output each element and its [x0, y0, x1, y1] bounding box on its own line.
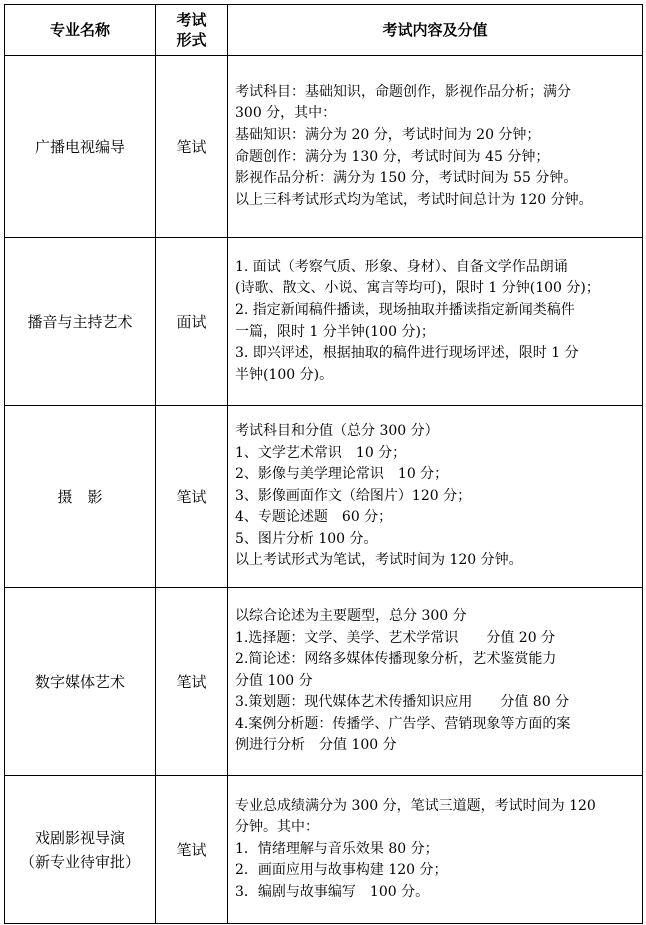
content-line: 半钟(100 分)。	[235, 366, 334, 383]
content-line: 分钟。其中：	[235, 819, 319, 836]
major-name: 摄 影	[57, 487, 103, 506]
content-line: 以上三科考试形式均为笔试，考试时间总计为 120 分钟。	[235, 191, 593, 208]
content-line: 一篇，限时 1 分半钟(100 分)；	[235, 323, 435, 340]
content-line: 2、影像与美学理论常识 10 分；	[235, 466, 449, 483]
content-line: 1.选择题：文学、美学、艺术学常识 分值 20 分	[235, 629, 556, 646]
header-content: 考试内容及分值	[228, 5, 643, 56]
major-name: 播音与主持艺术	[27, 312, 133, 331]
content-line: 4.案例分析题：传播学、广告学、营销现象等方面的案	[235, 715, 571, 732]
table-row	[5, 776, 643, 924]
table-row	[5, 238, 643, 406]
content-cell	[228, 56, 643, 238]
content-line: 1．情绪理解与音乐效果 80 分；	[235, 840, 439, 857]
content-line: 例进行分析 分值 100 分	[235, 737, 397, 754]
content-line: 2.简论述：网络多媒体传播现象分析，艺术鉴赏能力	[235, 651, 557, 668]
exam-table	[4, 4, 643, 924]
header-major: 专业名称	[5, 5, 156, 56]
content-line: 4、专题论述题 60 分；	[235, 509, 393, 526]
content-line: 3．编剧与故事编写 100 分。	[235, 883, 430, 900]
content-line: 3、影像画面作文（给图片）120 分；	[235, 487, 472, 504]
content-cell	[228, 238, 643, 406]
content-cell	[228, 588, 643, 776]
content-line: 300 分，其中：	[235, 105, 337, 122]
content-cell	[228, 776, 643, 924]
form-cell: 笔试	[156, 776, 228, 924]
major-cell	[5, 588, 156, 776]
major-cell	[5, 238, 156, 406]
content-line: 考试科目：基础知识，命题创作，影视作品分析；满分	[235, 83, 571, 100]
table-row	[5, 588, 643, 776]
content-line: 5、图片分析 100 分。	[235, 530, 378, 547]
content-line: 考试科目和分值（总分 300 分）	[235, 422, 439, 439]
header-form-line: 形式	[176, 31, 207, 49]
content-line: 以综合论述为主要题型，总分 300 分	[235, 607, 467, 624]
form-cell: 笔试	[156, 588, 228, 776]
content-line: 3. 即兴评述，根据抽取的稿件进行现场评述，限时 1 分	[235, 345, 579, 362]
major-cell	[5, 56, 156, 238]
table-row	[5, 56, 643, 238]
form-cell: 笔试	[156, 406, 228, 588]
table-header-row	[5, 5, 643, 56]
form-cell: 笔试	[156, 56, 228, 238]
content-line: 分值 100 分	[235, 672, 313, 689]
content-cell	[228, 406, 643, 588]
major-name: 数字媒体艺术	[34, 672, 125, 691]
content-line: 3.策划题：现代媒体艺术传播知识应用 分值 80 分	[235, 694, 570, 711]
major-note: （新专业待审批）	[19, 852, 140, 871]
content-line: 2. 指定新闻稿件播读，现场抽取并播读指定新闻类稿件	[235, 301, 575, 318]
content-line: 命题创作：满分为 130 分，考试时间为 45 分钟；	[235, 148, 550, 165]
table-row	[5, 406, 643, 588]
content-line: 2．画面应用与故事构建 120 分；	[235, 862, 448, 879]
header-form-line: 考试	[176, 11, 207, 29]
major-cell	[5, 776, 156, 924]
major-name: 广播电视编导	[34, 137, 125, 156]
content-line: 1、文学艺术常识 10 分；	[235, 444, 407, 461]
content-line: 1. 面试（考察气质、形象、身材）、自备文学作品朗诵	[235, 258, 568, 275]
content-line: 基础知识：满分为 20 分，考试时间为 20 分钟；	[235, 126, 541, 143]
content-line: 专业总成绩满分为 300 分，笔试三道题，考试时间为 120	[235, 797, 596, 814]
major-name: 戏剧影视导演	[34, 828, 125, 847]
form-cell: 面试	[156, 238, 228, 406]
header-form	[156, 5, 228, 56]
content-line: 影视作品分析：满分为 150 分，考试时间为 55 分钟。	[235, 170, 578, 187]
content-line: (诗歌、散文、小说、寓言等均可)，限时 1 分钟(100 分)；	[235, 280, 600, 297]
content-line: 以上考试形式为笔试，考试时间为 120 分钟。	[235, 552, 523, 569]
major-cell	[5, 406, 156, 588]
